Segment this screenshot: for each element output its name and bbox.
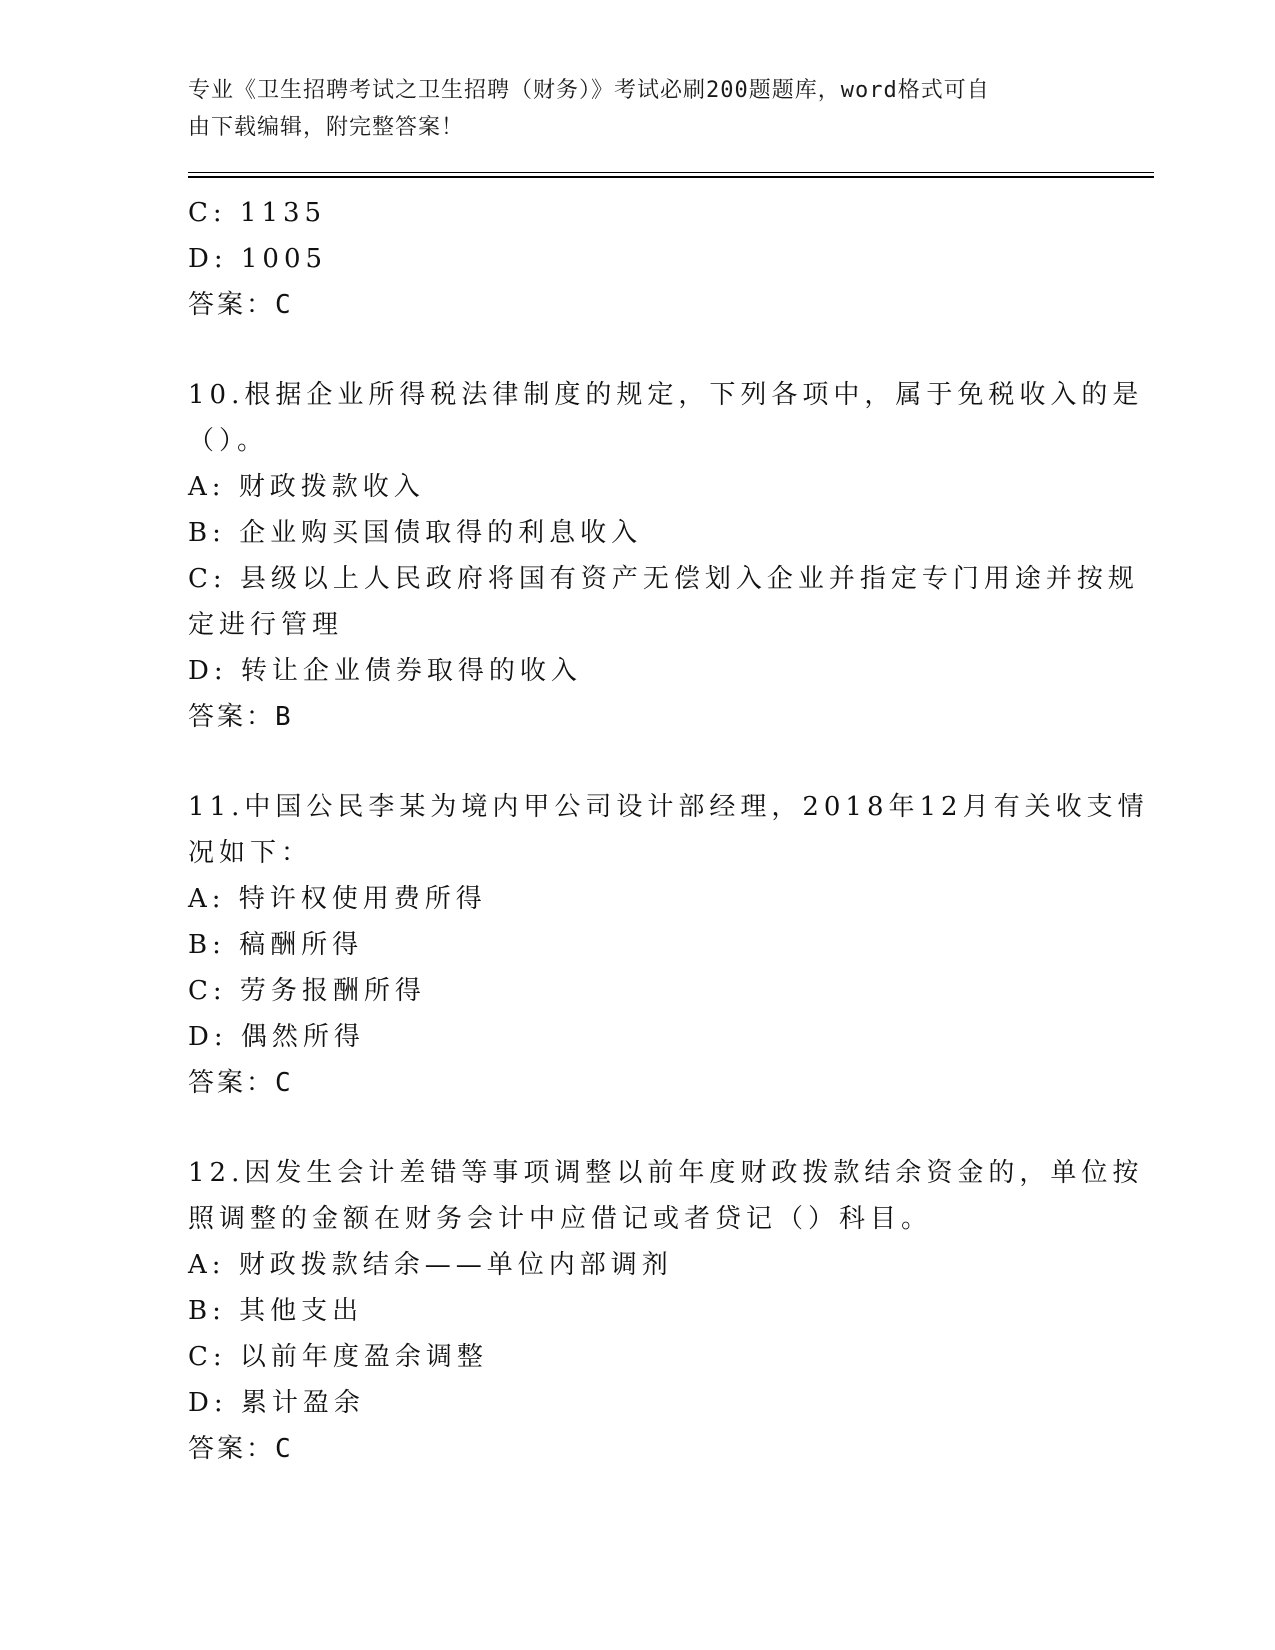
question-stem: 10.根据企业所得税法律制度的规定，下列各项中，属于免税收入的是 [188, 380, 1144, 410]
option-d: D: 偶然所得 [188, 1022, 365, 1052]
question-list [188, 190, 1149, 1472]
header-divider-bottom [188, 176, 1154, 178]
answer-line [188, 694, 1088, 740]
option-c-cont: 定进行管理 [188, 610, 344, 640]
header-line-1: 专业《卫生招聘考试之卫生招聘（财务）》考试必刷200题题库，word格式可自 [188, 78, 990, 103]
question-stem: 11.中国公民李某为境内甲公司设计部经理，2018年12月有关收支情 [188, 792, 1149, 822]
question-12 [188, 1150, 1144, 1472]
question-stem: 12.因发生会计差错等事项调整以前年度财政拨款结余资金的，单位按 [188, 1158, 1144, 1188]
question-stem-cont: 况如下： [188, 838, 313, 868]
answer-label: 答案： [188, 1068, 276, 1098]
previous-question-tail [188, 190, 1088, 328]
option-a: A: 财政拨款收入 [188, 472, 425, 502]
answer-label: 答案： [188, 1434, 276, 1464]
answer-value: C [275, 290, 291, 320]
header-divider-top [188, 172, 1154, 173]
question-stem-cont: 照调整的金额在财务会计中应借记或者贷记（）科目。 [188, 1204, 933, 1234]
answer-value: B [275, 702, 291, 732]
option-a: A: 特许权使用费所得 [188, 884, 487, 914]
option-b: B: 其他支出 [188, 1296, 364, 1326]
option-c: C: 县级以上人民政府将国有资产无偿划入企业并指定专门用途并按规 [188, 564, 1139, 594]
option-d: D: 1005 [188, 244, 328, 274]
option-d: D: 转让企业债券取得的收入 [188, 656, 582, 686]
answer-line [188, 1426, 1088, 1472]
answer-label: 答案： [188, 702, 276, 732]
answer-value: C [275, 1068, 291, 1098]
option-a: A: 财政拨款结余——单位内部调剂 [188, 1250, 673, 1280]
answer-line [188, 1060, 1088, 1106]
option-c: C: 1135 [188, 198, 327, 228]
question-stem-cont: （）。 [188, 426, 269, 456]
answer-line [188, 282, 1088, 328]
answer-value: C [275, 1434, 291, 1464]
header-line-2: 由下载编辑，附完整答案！ [188, 115, 465, 140]
answer-label: 答案： [188, 290, 276, 320]
option-d: D: 累计盈余 [188, 1388, 365, 1418]
question-11 [188, 784, 1149, 1106]
option-c: C: 以前年度盈余调整 [188, 1342, 488, 1372]
option-b: B: 企业购买国债取得的利息收入 [188, 518, 643, 548]
option-c: C: 劳务报酬所得 [188, 976, 426, 1006]
question-10 [188, 372, 1144, 740]
document-header [188, 72, 1068, 146]
option-b: B: 稿酬所得 [188, 930, 364, 960]
